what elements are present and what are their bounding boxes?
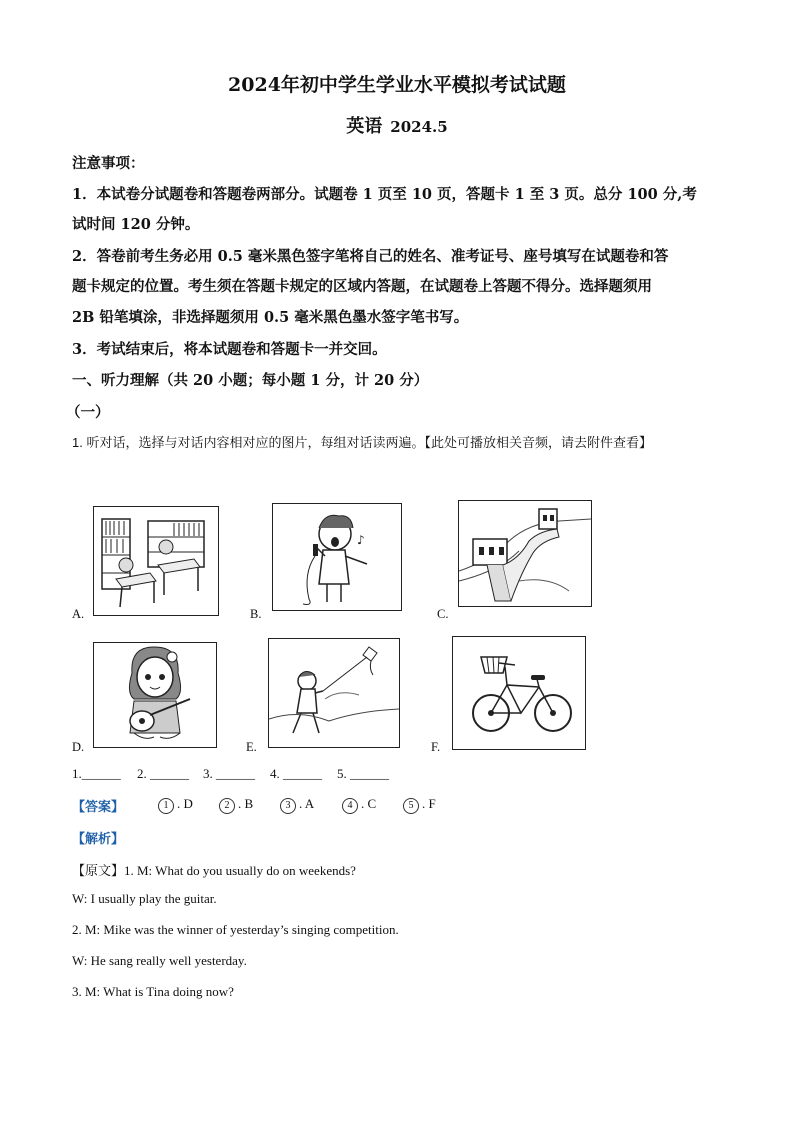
note-3: 3．考试结束后，将本试题卷和答题卡一并交回。	[72, 341, 387, 358]
subject-label: 英语	[346, 116, 383, 137]
exam-subtitle	[0, 112, 794, 138]
picture-b	[272, 503, 402, 611]
picture-e-label: E.	[246, 740, 257, 754]
answer-item-1: 1 . D	[158, 796, 193, 814]
answer-num-5: 5	[403, 798, 419, 814]
exam-date: 2024.5	[390, 118, 448, 136]
section-heading: 一、听力理解（共 20 小题；每小题 1 分，计 20 分）	[72, 372, 429, 389]
boy-singing-icon	[273, 504, 401, 610]
answer-num-1: 1	[158, 798, 174, 814]
svg-text:♪: ♪	[357, 533, 365, 547]
question-instruction: 1. 听对话，选择与对话内容相对应的图片，每组对话读两遍。【此处可播放相关音频，请去附件查看】	[72, 435, 652, 450]
picture-a	[93, 506, 219, 616]
picture-e	[268, 638, 400, 748]
answer-item-2: 2 . B	[219, 796, 253, 814]
picture-b-label: B.	[250, 607, 262, 621]
transcript-line-5: 3. M: What is Tina doing now?	[72, 984, 234, 999]
blank-4: 4. ______	[270, 766, 322, 781]
note-1b: 试时间 120 分钟。	[72, 216, 200, 233]
blank-2: 2. ______	[137, 766, 189, 781]
part-heading: （一）	[66, 404, 110, 421]
picture-c-label: C.	[437, 607, 449, 621]
library-reading-icon	[94, 507, 218, 615]
transcript-line-4: W: He sang really well yesterday.	[72, 953, 247, 968]
note-1a: 1．本试卷分试题卷和答题卷两部分。试题卷 1 页至 10 页，答题卡 1 至 3 页。总分 100 分,考	[72, 186, 697, 203]
picture-d	[93, 642, 217, 748]
transcript-line-2: W: I usually play the guitar.	[72, 891, 217, 906]
boy-kite-icon	[269, 639, 399, 747]
great-wall-icon	[459, 501, 591, 606]
picture-c	[458, 500, 592, 607]
note-2b: 题卡规定的位置。考生须在答题卡规定的区域内答题，在试题卷上答题不得分。选择题须用	[72, 278, 652, 295]
blank-3: 3. ______	[203, 766, 255, 781]
transcript-line-3: 2. M: Mike was the winner of yesterday’s singing competition.	[72, 922, 399, 937]
bicycle-icon	[453, 637, 585, 749]
note-2a: 2．答卷前考生务必用 0.5 毫米黑色签字笔将自己的姓名、准考证号、座号填写在试题卷和答	[72, 248, 669, 265]
answer-num-4: 4	[342, 798, 358, 814]
answer-label: 【答案】	[72, 799, 125, 814]
girl-guitar-icon	[94, 643, 216, 747]
analysis-label: 【解析】	[72, 831, 125, 846]
blank-5: 5. ______	[337, 766, 389, 781]
answer-num-3: 3	[280, 798, 296, 814]
note-2c: 2B 铅笔填涂，非选择题须用 0.5 毫米黑色墨水签字笔书写。	[72, 309, 469, 326]
transcript-line-1: 【原文】1. M: What do you usually do on weekends?	[72, 863, 356, 878]
picture-f-label: F.	[431, 740, 441, 754]
picture-d-label: D.	[72, 740, 85, 754]
picture-f	[452, 636, 586, 750]
answer-item-4: 4 . C	[342, 796, 376, 814]
exam-title: 2024年初中学生学业水平模拟考试试题	[228, 74, 566, 96]
answer-item-3: 3 . A	[280, 796, 314, 814]
notes-heading: 注意事项：	[72, 155, 145, 172]
blank-1: 1.______	[72, 766, 121, 781]
picture-a-label: A.	[72, 607, 85, 621]
answer-item-5: 5 . F	[403, 796, 436, 814]
answer-num-2: 2	[219, 798, 235, 814]
